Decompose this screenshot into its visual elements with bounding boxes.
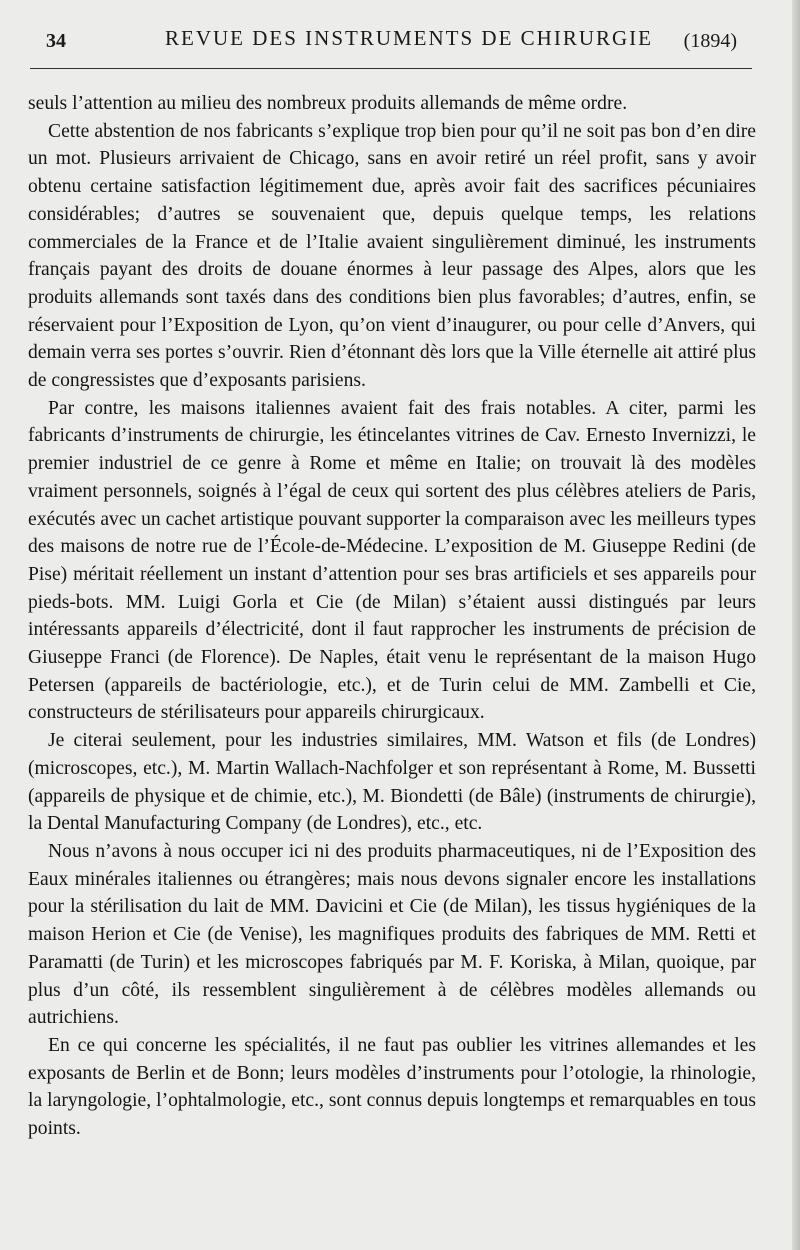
header-rule xyxy=(30,68,752,69)
paragraph-italian-houses: Par contre, les maisons italiennes avaient fait des frais notables. A citer, parmi les fabricants d’instruments de chirurgie, les étincelantes vitrines de Cav. Ernesto Invernizzi, le premier industriel de ce genre à Rome et même en Italie; on trouvait là des modèles vraiment personnels, soignés à l’égal de ceux qui sortent des plus célèbres ateliers de Paris, exécutés avec un cachet artistique pouvant supporter la comparaison avec les meilleurs types des maisons de notre rue de l’École-de-Médecine. L’exposition de M. Giuseppe Redini (de Pise) méritait réellement un instant d’attention pour ses bras artificiels et ses appareils pour pieds-bots. MM. Luigi Gorla et Cie (de Milan) s’étaient aussi distingués par leurs intéressants appareils d’électricité, dont il faut rapprocher les instruments de précision de Giuseppe Franci (de Florence). De Naples, était venu le représentant de la maison Hugo Petersen (appareils de bactériologie, etc.), et de Turin celui de MM. Zambelli et Cie, constructeurs de stérilisateurs pour appareils chirurgicaux. xyxy=(28,397,756,724)
paragraph-pharmaceuticals: Nous n’avons à nous occuper ici ni des produits pharmaceutiques, ni de l’Exposition des Eaux minérales italiennes ou étrangères; mais nous devons signaler encore les installations pour la stérilisation du lait de MM. Davicini et Cie (de Milan), les tissus hygiéniques de la maison Herion et Cie (de Venise), les magnifiques produits des fabriques de MM. Retti et Paramatti (de Turin) et les microscopes fabriqués par M. F. Koriska, à Milan, quoique, par plus d’un côté, ils ressemblent singulièrement à de célèbres modèles allemands ou autrichiens. xyxy=(28,840,756,1029)
page-edge xyxy=(792,0,800,1250)
paragraph-similar-industries: Je citerai seulement, pour les industries similaires, MM. Watson et fils (de Londres) (microscopes, etc.), M. Martin Wallach-Nachfolger et son représentant à Rome, M. Bussetti (appareils de physique et de chimie, etc.), M. Biondetti (de Bâle) (instruments de chirurgie), la Dental Manufacturing Company (de Londres), etc., etc. xyxy=(28,730,756,835)
publication-year: (1894) xyxy=(683,30,737,52)
paragraph-abstention: Cette abstention de nos fabricants s’explique trop bien pour qu’il ne soit pas bon d’en dire un mot. Plusieurs arrivaient de Chicago, sans en avoir retiré un réel profit, sans y avoir obtenu certaine satisfaction légitimement due, après avoir fait des sacrifices pécuniaires considérables; d’autres se souvenaient que, depuis quelque temps, les relations commerciales de la France et de l’Italie avaient singulièrement diminué, les instruments français payant des droits de douane énormes à leur passage des Alpes, alors que les produits allemands sont taxés dans des conditions bien plus favorables; d’autres, enfin, se réservaient pour l’Exposition de Lyon, qu’on vient d’inaugurer, ou pour celle d’Anvers, qui demain verra ses portes s’ouvrir. Rien d’étonnant dès lors que la Ville éternelle ait attiré plus de congressistes que d’exposants parisiens. xyxy=(28,120,756,392)
paragraph-continuation: seuls l’attention au milieu des nombreux produits allemands de même ordre. xyxy=(28,93,628,114)
body-text xyxy=(28,90,756,1143)
page-number: 34 xyxy=(46,30,66,52)
page-header xyxy=(0,26,800,60)
paragraph-specialities: En ce qui concerne les spécialités, il ne faut pas oublier les vitrines allemandes et les exposants de Berlin et de Bonn; leurs modèles d’instruments pour l’otologie, la rhinologie, la laryngologie, l’ophtalmologie, etc., sont connus depuis longtemps et remarquables en tous points. xyxy=(28,1034,756,1140)
running-title: REVUE DES INSTRUMENTS DE CHIRURGIE xyxy=(165,26,653,50)
